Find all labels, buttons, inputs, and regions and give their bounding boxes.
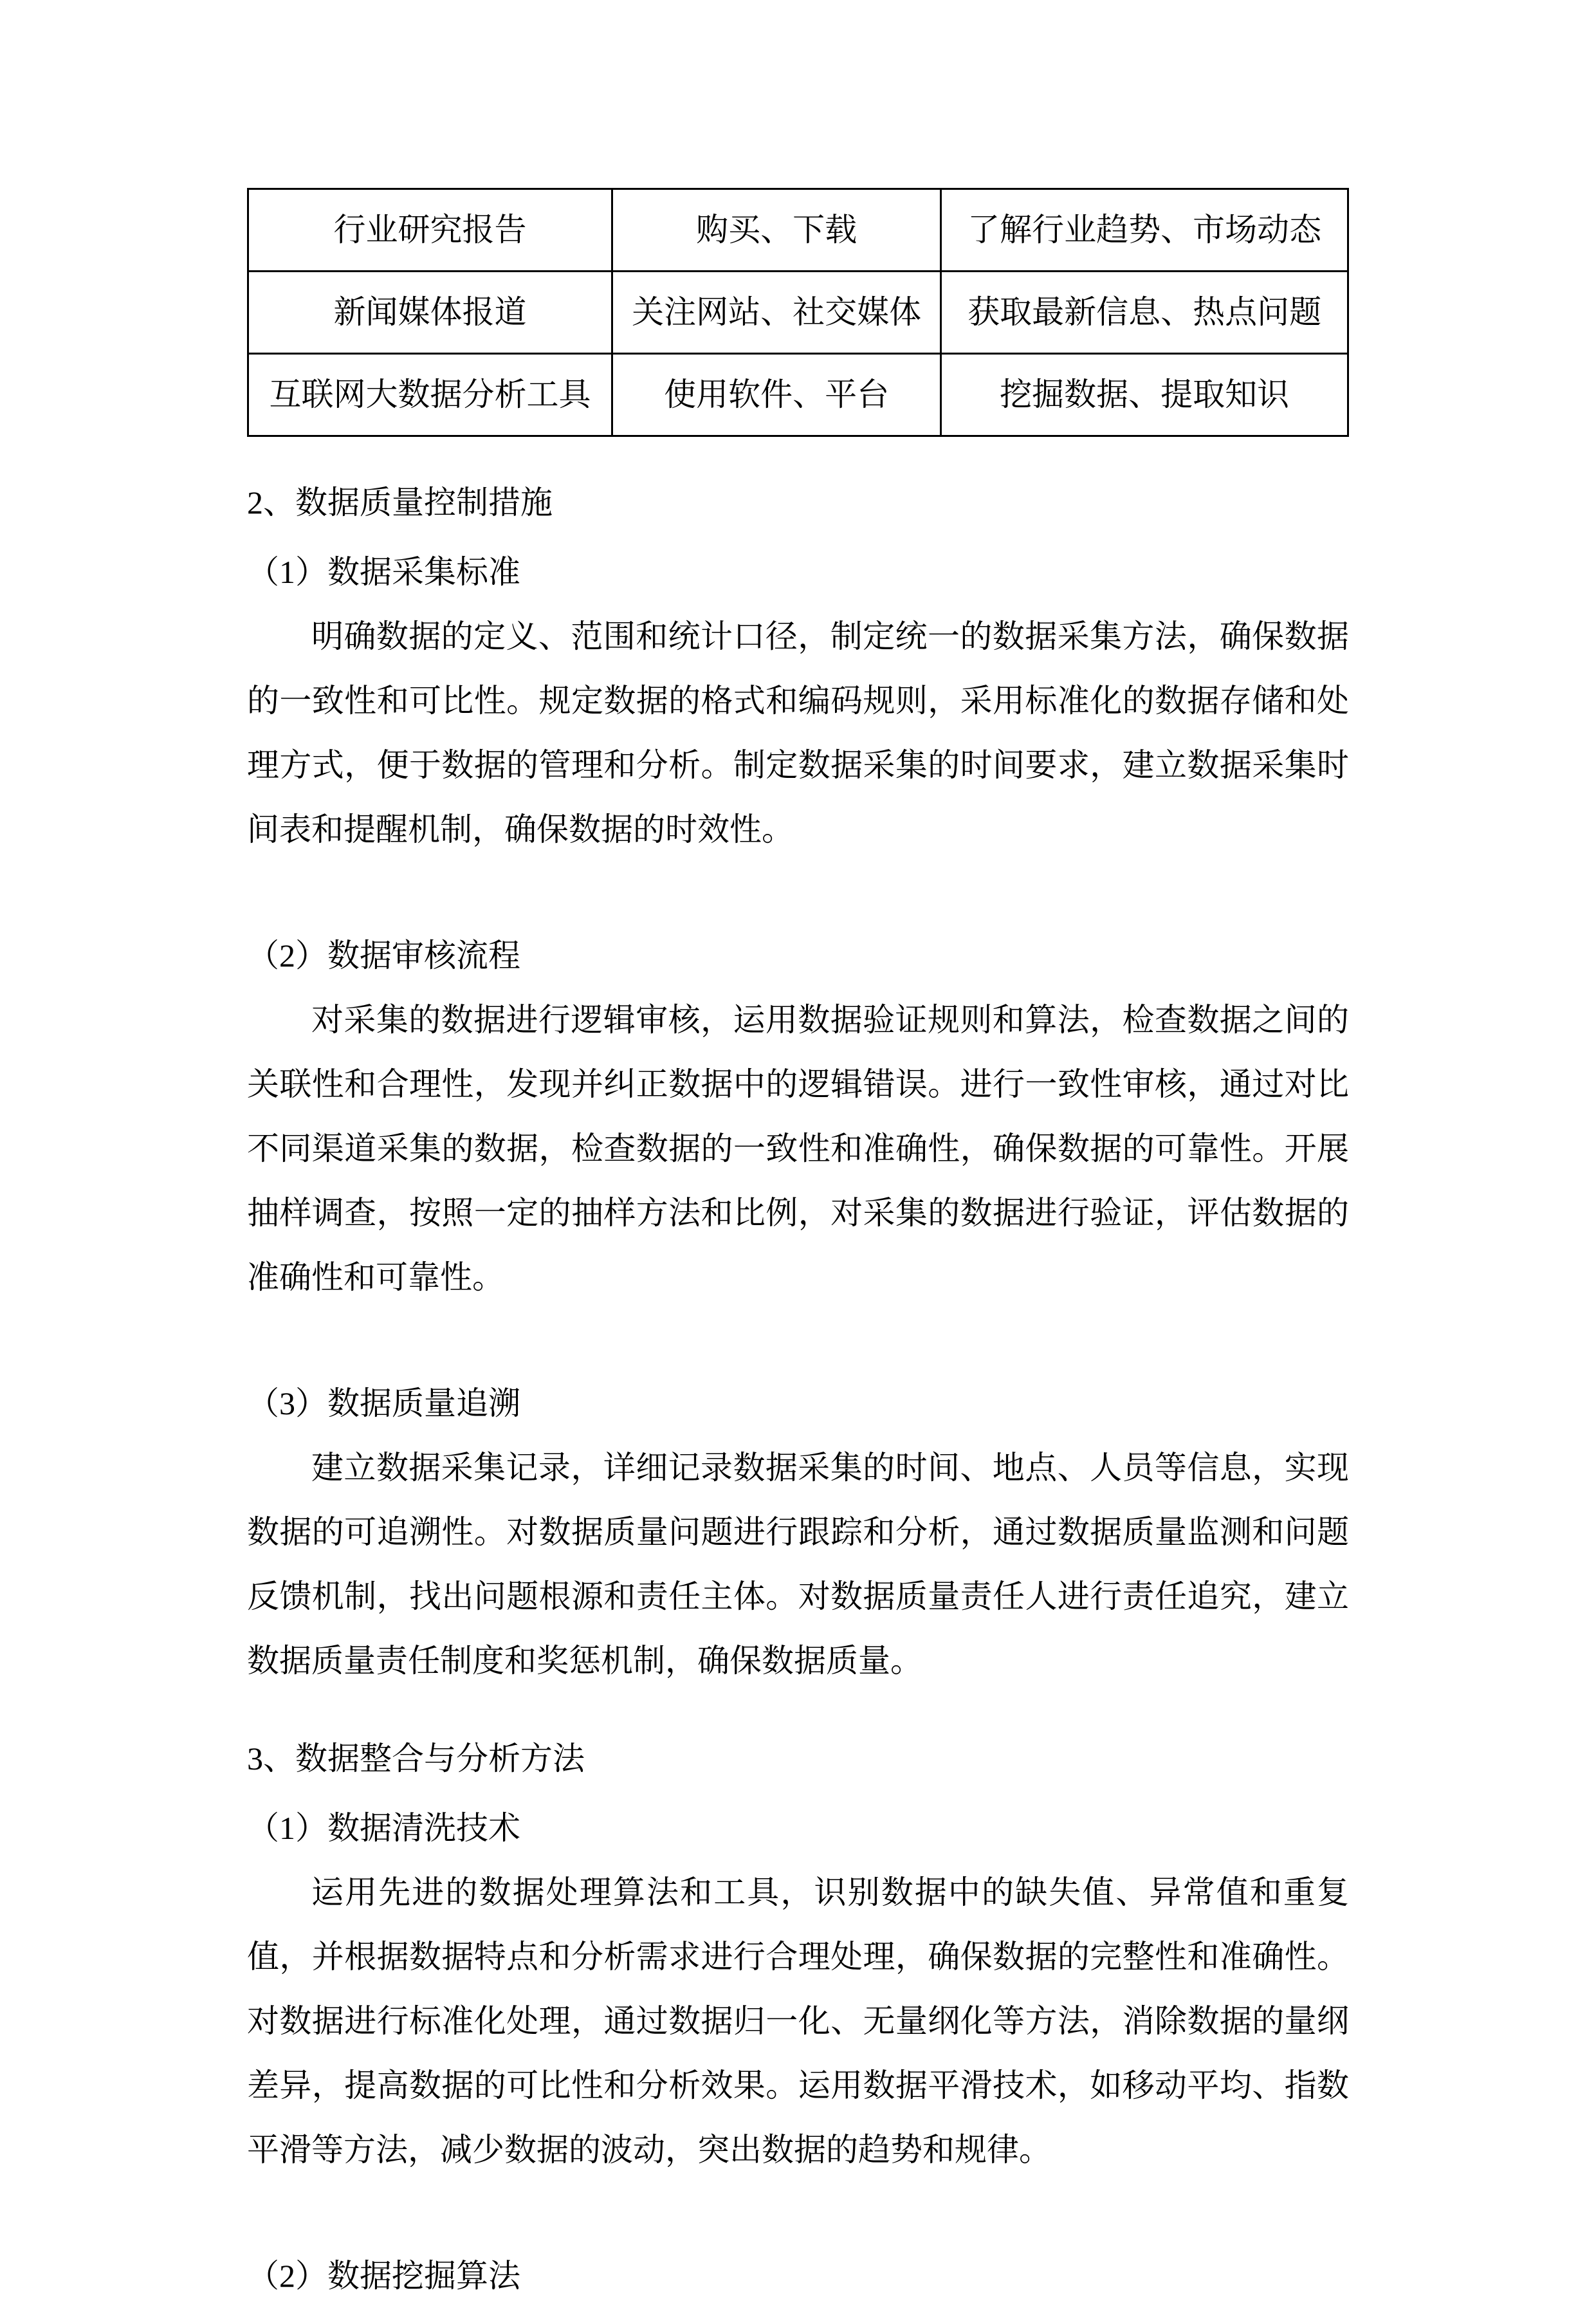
table-cell: 关注网站、社交媒体 bbox=[612, 272, 941, 354]
table-row bbox=[248, 272, 1348, 354]
section-heading: 3、数据整合与分析方法 bbox=[247, 1740, 585, 1777]
paragraph: 建立数据采集记录，详细记录数据采集的时间、地点、人员等信息，实现数据的可追溯性。对数据质量问题进行跟踪和分析，通过数据质量监测和问题反馈机制，找出问题根源和责任主体。对数据质量责任人进行责任追究，建立数据质量责任制度和奖惩机制，确保数据质量。 bbox=[247, 1450, 1349, 1679]
table-cell: 行业研究报告 bbox=[248, 189, 612, 272]
paragraph: 运用先进的数据处理算法和工具，识别数据中的缺失值、异常值和重复值，并根据数据特点和分析需求进行合理处理，确保数据的完整性和准确性。对数据进行标准化处理，通过数据归一化、无量纲化等方法，消除数据的量纲差异，提高数据的可比性和分析效果。运用数据平滑技术，如移动平均、指数平滑等方法，减少数据的波动，突出数据的趋势和规律。 bbox=[247, 1874, 1349, 2168]
subsection-heading: （1）数据采集标准 bbox=[247, 554, 520, 590]
table-row bbox=[248, 189, 1348, 272]
paragraph: 明确数据的定义、范围和统计口径，制定统一的数据采集方法，确保数据的一致性和可比性。规定数据的格式和编码规则，采用标准化的数据存储和处理方式，便于数据的管理和分析。制定数据采集的时间要求，建立数据采集时间表和提醒机制，确保数据的时效性。 bbox=[247, 618, 1349, 847]
table-cell: 新闻媒体报道 bbox=[248, 272, 612, 354]
subsection-heading: （3）数据质量追溯 bbox=[247, 1385, 520, 1421]
table-cell: 购买、下载 bbox=[612, 189, 941, 272]
table-cell: 挖掘数据、提取知识 bbox=[941, 354, 1348, 436]
subsection-heading: （2）数据挖掘算法 bbox=[247, 2258, 520, 2294]
data-sources-table bbox=[247, 188, 1349, 437]
subsection-heading: （1）数据清洗技术 bbox=[247, 1810, 520, 1846]
subsection-heading: （2）数据审核流程 bbox=[247, 937, 520, 974]
table-row bbox=[248, 354, 1348, 436]
table-cell: 使用软件、平台 bbox=[612, 354, 941, 436]
table-cell: 互联网大数据分析工具 bbox=[248, 354, 612, 436]
table-cell: 了解行业趋势、市场动态 bbox=[941, 189, 1348, 272]
paragraph: 对采集的数据进行逻辑审核，运用数据验证规则和算法，检查数据之间的关联性和合理性，发现并纠正数据中的逻辑错误。进行一致性审核，通过对比不同渠道采集的数据，检查数据的一致性和准确性，确保数据的可靠性。开展抽样调查，按照一定的抽样方法和比例，对采集的数据进行验证，评估数据的准确性和可靠性。 bbox=[247, 1002, 1349, 1295]
table-cell: 获取最新信息、热点问题 bbox=[941, 272, 1348, 354]
section-heading: 2、数据质量控制措施 bbox=[247, 485, 553, 521]
